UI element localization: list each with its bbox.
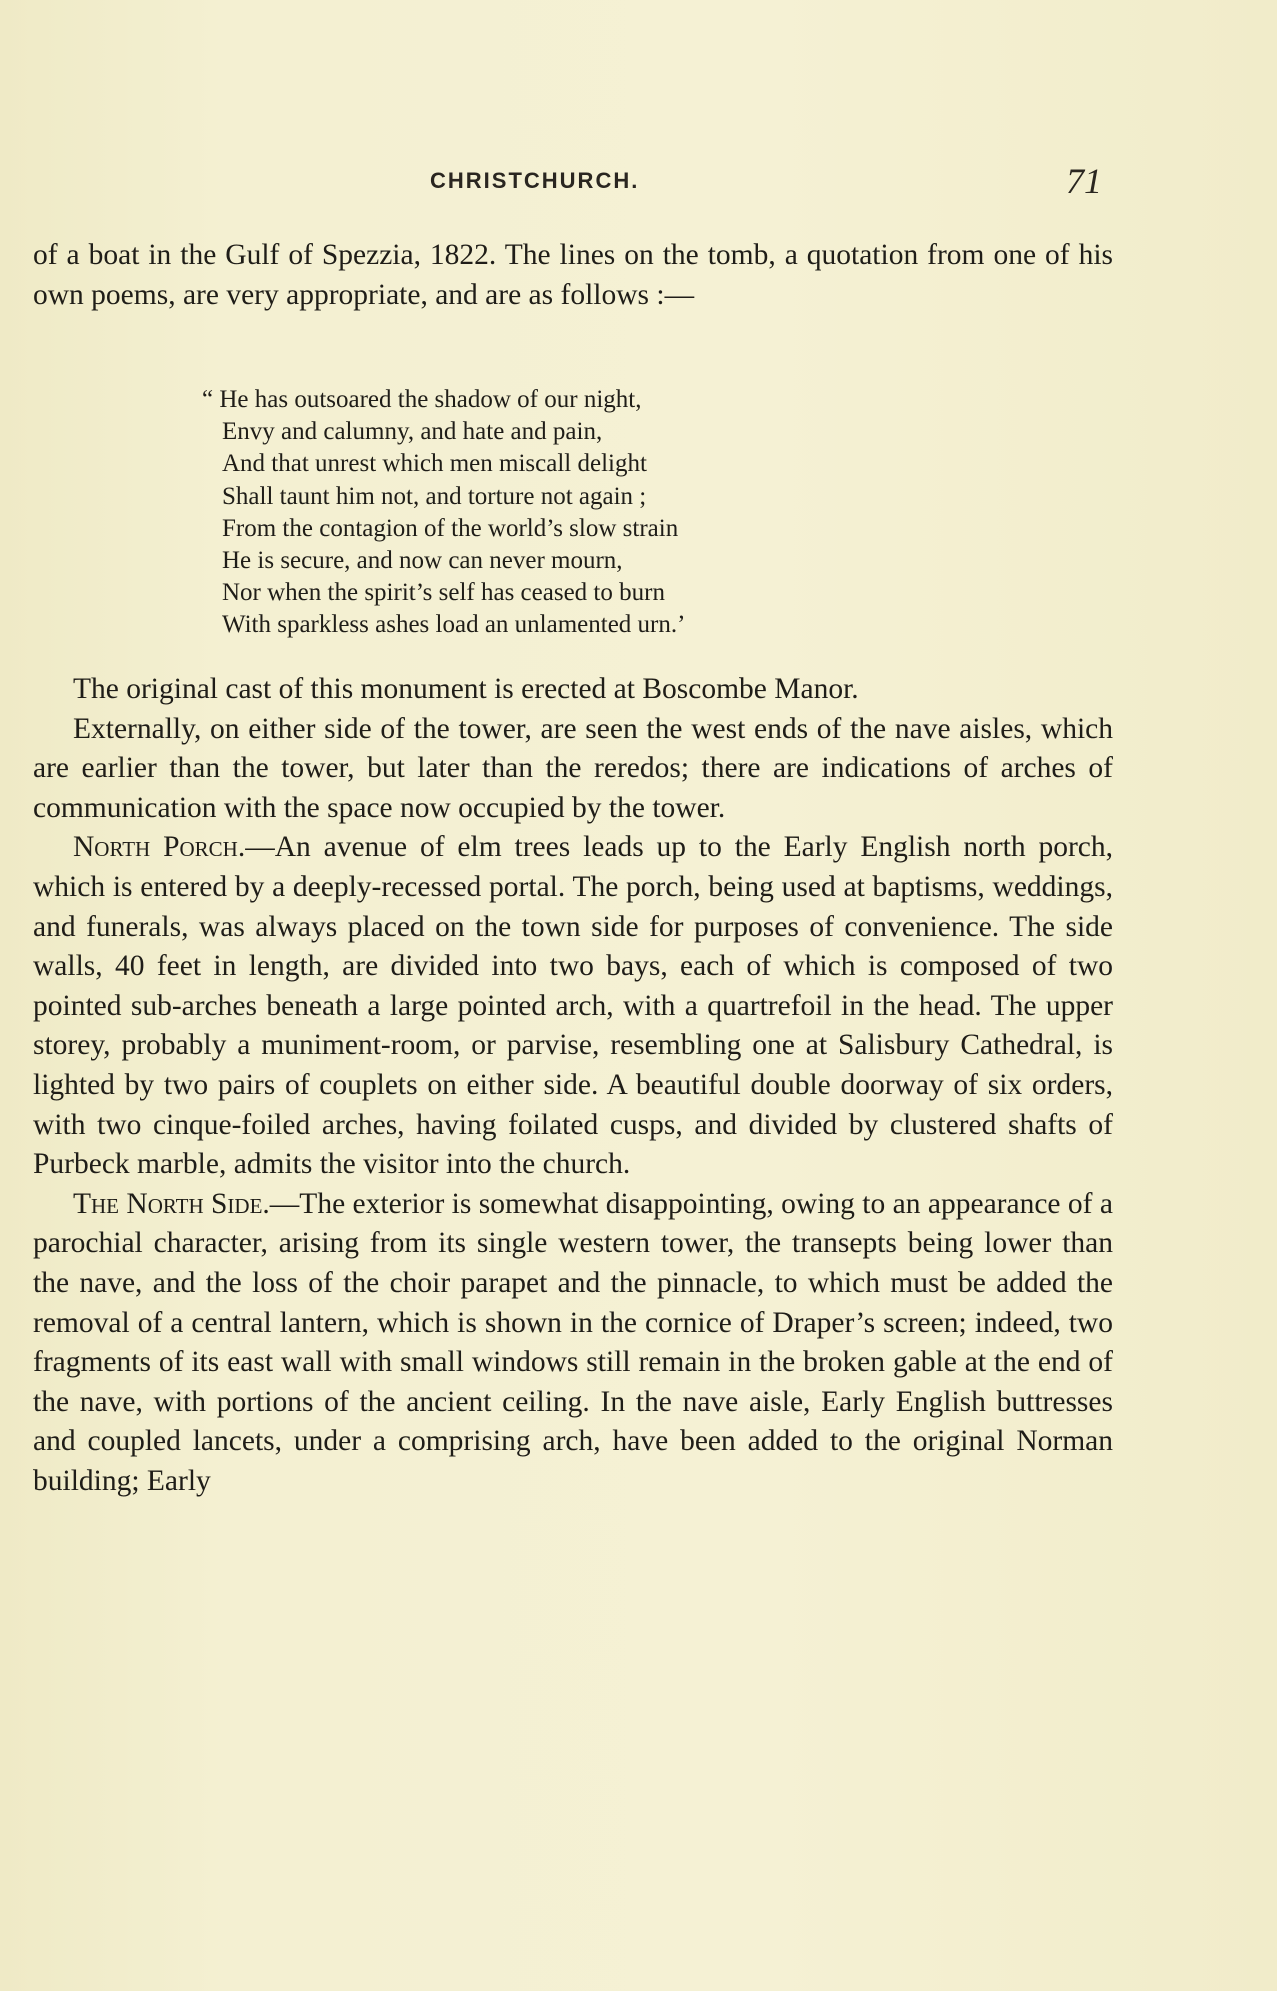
verse-line: Nor when the spirit’s self has ceased to burn bbox=[222, 579, 665, 607]
paragraph-north-porch bbox=[33, 828, 1113, 1184]
paragraph-north-side bbox=[33, 1185, 1113, 1502]
verse-line: With sparkless ashes load an unlamented urn.’ bbox=[222, 611, 686, 639]
running-title: CHRISTCHURCH. bbox=[430, 168, 640, 193]
intro-text: of a boat in the Gulf of Spezzia, 1822. The lines on the tomb, a quotation from one of his own poems, are very appropriate, and are as follows :— bbox=[33, 239, 1113, 311]
main-body bbox=[33, 670, 1113, 1501]
verse-line: And that unrest which men miscall delight bbox=[222, 450, 647, 478]
north-side-heading: The North Side. bbox=[73, 1187, 270, 1220]
verse-line: He is secure, and now can never mourn, bbox=[222, 547, 623, 575]
paragraph-externally: Externally, on either side of the tower, are seen the west ends of the nave aisles, which are earlier than the tower, but later than the reredos; there are indications of arches of communication with the space now occupied by the tower. bbox=[33, 712, 1113, 824]
verse-line: From the contagion of the world’s slow strain bbox=[222, 514, 679, 542]
verse-quotation bbox=[202, 384, 686, 642]
page-number: 71 bbox=[1066, 161, 1102, 201]
verse-line: Envy and calumny, and hate and pain, bbox=[222, 418, 603, 446]
paragraph-cast: The original cast of this monument is erected at Boscombe Manor. bbox=[73, 673, 859, 705]
north-porch-heading: North Porch. bbox=[73, 831, 246, 864]
north-side-text: —The exterior is somewhat disappointing, owing to an appearance of a parochial character, arising from its single western tower, the transepts being lower than the nave, and the loss of the choir parapet and the pinnacle, to which must be added the removal of a central lantern, which is shown in the cornice of Draper’s screen; indeed, two fragments of its east wall with small windows still remain in the broken gable at the end of the nave, with portions of the ancient ceiling. In the nave aisle, Early English buttresses and coupled lancets, under a comprising arch, have been added to the original Norman building; Early bbox=[33, 1187, 1113, 1497]
intro-paragraph bbox=[33, 236, 1113, 315]
north-porch-text: —An avenue of elm trees leads up to the Early English north porch, which is entered by a deeply-recessed portal. The porch, being used at baptisms, weddings, and funerals, was always placed on the town side for purposes of convenience. The side walls, 40 feet in length, are divided into two bays, each of which is composed of two pointed sub-arches beneath a large pointed arch, with a quartrefoil in the head. The upper storey, probably a muniment-room, or parvise, resembling one at Salisbury Cathedral, is lighted by two pairs of couplets on either side. A beautiful double doorway of six orders, with two cinque-foiled arches, having foilated cusps, and divided by clustered shafts of Purbeck marble, admits the visitor into the church. bbox=[33, 831, 1113, 1181]
verse-line: “ He has outsoared the shadow of our night, bbox=[202, 386, 642, 413]
verse-line: Shall taunt him not, and torture not again ; bbox=[222, 482, 647, 510]
